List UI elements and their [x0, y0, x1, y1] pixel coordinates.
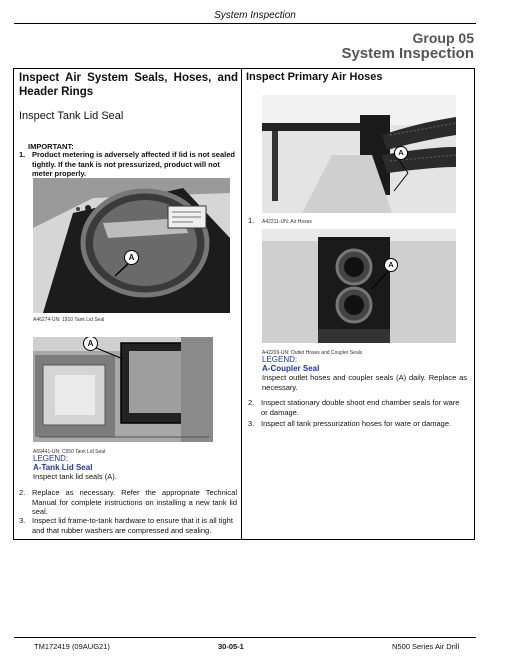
- list-item: [248, 398, 466, 417]
- legend-item: A-Tank Lid Seal: [33, 463, 93, 472]
- important-note: [19, 150, 237, 179]
- left-subheading: Inspect Tank Lid Seal: [19, 110, 124, 122]
- figure-caption: A42209-UN: Outlet Hoses and Coupler Seals: [262, 350, 363, 356]
- page-number: 30-05-1: [218, 642, 244, 651]
- important-label: IMPORTANT:: [28, 142, 74, 151]
- coupler-seals-illustration: [262, 229, 456, 343]
- legend-description: Inspect tank lid seals (A).: [33, 472, 117, 481]
- c550-tank-lid-photo: [33, 337, 213, 442]
- tank-lid-illustration: [33, 178, 230, 313]
- callout-a-circle: A: [384, 258, 398, 272]
- step-text: Inspect all tank pressurization hoses for ware or damage.: [261, 419, 452, 428]
- header-rule: [14, 23, 476, 24]
- list-item: [248, 419, 466, 429]
- air-hoses-photo: [262, 95, 456, 213]
- note-number: 1.: [19, 150, 26, 159]
- step-number: 3.: [19, 516, 26, 525]
- figure-caption: A46274-UN: 1910 Tank Lid Seal: [33, 317, 105, 323]
- group-label: Group 05: [412, 30, 474, 46]
- callout-a-circle: A: [394, 146, 408, 160]
- column-divider: [241, 68, 242, 540]
- legend-title: LEGEND:: [262, 355, 298, 364]
- figure-caption: A69441-UN: C550 Tank Lid Seal: [33, 449, 106, 455]
- note-text: Product metering is adversely affected if lid is not sealed tightly. If the tank is not pressurized, product will not meter properly.: [32, 150, 235, 178]
- right-heading: Inspect Primary Air Hoses: [246, 71, 383, 83]
- left-heading: Inspect Air System Seals, Hoses, and Header Rings: [19, 72, 238, 98]
- coupler-seals-photo: [262, 229, 456, 343]
- list-item: [19, 488, 237, 517]
- step-number: 2.: [19, 488, 26, 497]
- footer-rule: [14, 637, 476, 638]
- callout-a-circle: A: [83, 337, 98, 351]
- footer-doc-id: TM172419 (09AUG21): [34, 642, 110, 651]
- legend-title: LEGEND:: [33, 454, 69, 463]
- air-hoses-illustration: [262, 95, 456, 213]
- tank-lid-seal-photo: [33, 178, 230, 313]
- footer-product: N500 Series Air Drill: [392, 642, 460, 651]
- list-item: [19, 516, 237, 535]
- legend-item: A-Coupler Seal: [262, 364, 320, 373]
- callout-a-circle: A: [124, 250, 139, 265]
- c550-lid-illustration: [33, 337, 213, 442]
- legend-description: Inspect outlet hoses and coupler seals (A) daily. Replace as necessary.: [262, 373, 467, 392]
- step-number: 3.: [248, 419, 255, 428]
- step-text: Inspect stationary double shoot end chamber seals for ware or damage.: [261, 398, 460, 417]
- step-text: Replace as necessary. Refer the appropriate Technical Manual for complete instructions on installing a new tank lid seal.: [32, 488, 237, 516]
- figure-caption: A42211-UN: Air Hoses: [262, 219, 312, 225]
- page-title: System Inspection: [341, 45, 474, 62]
- step-number: 2.: [248, 398, 255, 407]
- step-number: 1.: [248, 216, 255, 225]
- step-text: Inspect lid frame-to-tank hardware to ensure that it is all tight and that rubber washers are compressed and sealing.: [32, 516, 233, 535]
- running-head: System Inspection: [214, 10, 296, 21]
